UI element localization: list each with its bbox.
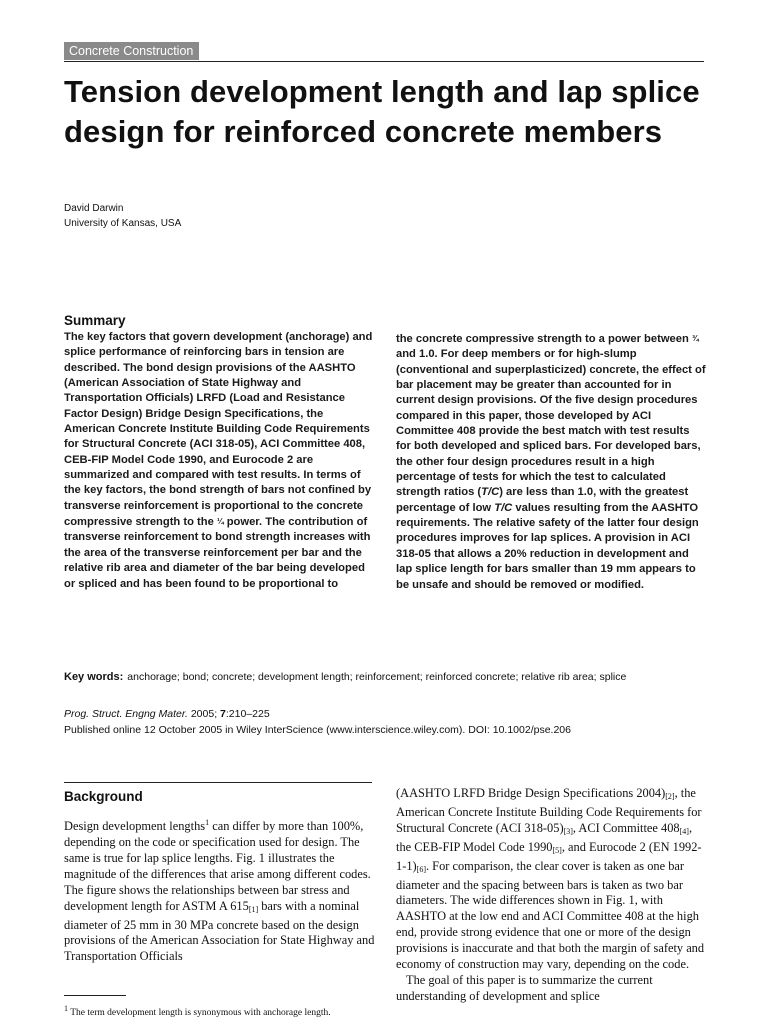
citation-block xyxy=(64,706,571,738)
fraction: ¾ xyxy=(691,334,699,343)
background-heading: Background xyxy=(64,789,143,804)
summary-paragraph: The key factors that govern development (anchorage) and splice performance of reinforcing bars in tension are described. The bond design provisions of the AASHTO (American Association of State Highway and Transportation Officials) LRFD (Load and Resistance Factor Design) Bridge Design Specifications, the American Concrete Institute Building Code Requirements for Structural Concrete (ACI 318-05), ACI Committee 408, CEB-FIP Model Code 1990, and Eurocode 2 are summarized and compared with test results. In terms of the key factors, the bond strength of bars not confined by transverse reinforcement is proportional to the concrete compressive strength to the ¼ power. The contribution of transverse reinforcement to bond strength increases with the area of the transverse reinforcement per bar and the relative rib area and diameter of the bar being developed or spliced and has been found to be proportional to xyxy=(64,331,373,590)
body-column-right xyxy=(396,786,708,1005)
fraction: ¼ xyxy=(216,517,224,527)
publication-info: Published online 12 October 2005 in Wiley InterScience (www.interscience.wiley.com). DOI: 10.1002/pse.206 xyxy=(64,724,571,736)
summary-column-left xyxy=(64,330,374,592)
summary-column-right xyxy=(396,331,706,593)
author-block xyxy=(64,201,181,231)
footnote-rule xyxy=(64,995,126,996)
header-rule xyxy=(64,61,704,62)
keywords-line xyxy=(64,670,626,684)
body-column-left xyxy=(64,815,376,965)
column-rule xyxy=(64,782,372,783)
reference-mark: [5] xyxy=(552,845,562,855)
reference-mark: [4] xyxy=(679,826,689,836)
body-paragraph: (AASHTO LRFD Bridge Design Specifications $2004)_{[2]}$, the American Concrete Institute Building Code Requirements for Structural Concrete (ACI $318-05)_{[3]}$, ACI Committee $408_{[4]}$, the CEB-FIP Model Code $1990_{[5]}$, and Eurocode 2 (EN $1992-1-1)_{[6]}$. For comparison, the clear cover is taken as one bar diameter and the spacing between bars is taken as two bar diameters. The wide differences shown in Fig. 1, with AASHTO at the low end and ACI Committee 408 at the high end, provide strong evidence that one or more of the design provisions is inaccurate and that both the margin of safety and economy of construction may vary, depending on the code. xyxy=(396,786,705,972)
reference-mark: [3] xyxy=(563,826,573,836)
summary-heading: Summary xyxy=(64,313,126,328)
body-paragraph: The goal of this paper is to summarize the current understanding of development and splice xyxy=(396,972,653,1003)
author-name: David Darwin xyxy=(64,203,124,214)
section-tag: Concrete Construction xyxy=(64,42,199,60)
body-paragraph: Design development lengths$^1$ can differ by more than 100%, depending on the code or specification used for design. The same is true for lap splice lengths. Fig. 1 illustrates the magnitude of the differences that arise among different codes. The figure shows the relationships between bar stress and development length for ASTM A $615_{[1]}$ bars with a nominal diameter of 25 mm in 30 MPa concrete based on the design provisions of the American Association for State Highway and Transportation Officials xyxy=(64,818,375,964)
article-title: Tension development length and lap splice design for reinforced concrete members xyxy=(64,74,700,149)
reference-mark: [2] xyxy=(665,792,675,801)
keywords-text: anchorage; bond; concrete; development length; reinforcement; reinforced concrete; relative rib area; splice xyxy=(127,671,627,683)
reference-mark: [1] xyxy=(248,904,259,914)
footnote: $^1$ The term development length is synonymous with anchorage length. xyxy=(64,1004,331,1019)
keywords-label: Key words: xyxy=(64,671,124,683)
reference-mark: [6] xyxy=(416,864,426,874)
journal-citation: Prog. Struct. Engng Mater. 2005; 7:210–225 xyxy=(64,708,270,720)
summary-paragraph: the concrete compressive strength to a power between ¾ and 1.0. For deep members or for high-slump (conventional and superplasticized) concrete, the effect of bar placement may be greater than accounted for in current design provisions. Of the five design procedures compared in this paper, those developed by ACI Committee 408 provide the best match with test results for both developed and spliced bars. For developed bars, the other four design procedures result in a high percentage of tests for which the test to calculated strength ratios (T/C) are less than 1.0, with the greatest percentage of low T/C values resulting from the AASHTO requirements. The relative safety of the latter four design procedures improves for lap splices. A provision in ACI 318-05 that allows a 20% reduction in development and lap splice length for bars smaller than 19 mm appears to be unsafe and should be removed or modified. xyxy=(396,333,706,591)
author-affiliation: University of Kansas, USA xyxy=(64,218,182,229)
footnote-mark: 1 xyxy=(205,818,210,827)
